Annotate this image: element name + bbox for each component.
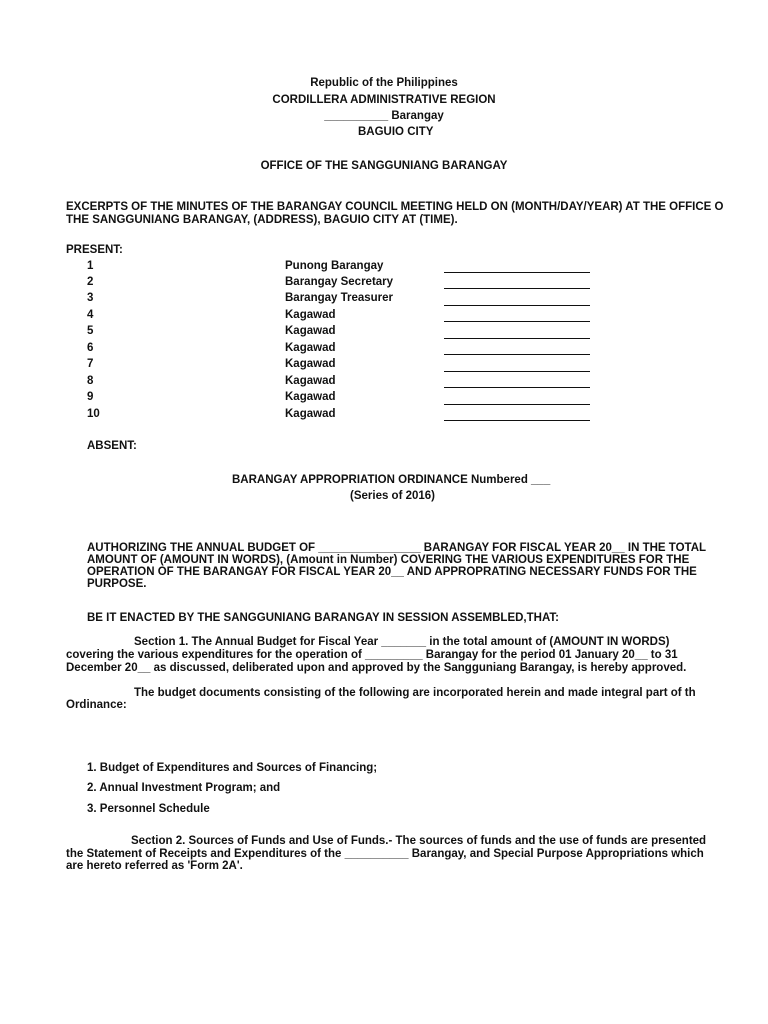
section2-line-1: Section 2. Sources of Funds and Use of Funds.- The sources of funds and the use of funds are presented (131, 835, 707, 847)
signature-line (444, 321, 590, 322)
signature-line (444, 305, 590, 306)
section1-line-2: covering the various expenditures for the operation of _________ Barangay for the period 01 January 20__ to 31 (66, 649, 678, 661)
budget-docs-line-2: Ordinance: (66, 699, 127, 711)
present-label: PRESENT: (66, 244, 123, 256)
section2-line-3: are hereto referred as 'Form 2A'. (66, 860, 243, 872)
list-item: 2. Annual Investment Program; and (87, 782, 281, 794)
attendee-number: 1 (87, 260, 94, 272)
office-heading: OFFICE OF THE SANGGUNIANG BARANGAY (260, 160, 508, 172)
city-heading: BAGUIO CITY (358, 126, 434, 138)
attendee-role: Punong Barangay (285, 260, 384, 272)
ordinance-title: BARANGAY APPROPRIATION ORDINANCE Numbered ___ (232, 474, 551, 486)
signature-line (444, 354, 590, 355)
signature-line (444, 371, 590, 372)
attendee-role: Kagawad (285, 391, 336, 403)
section1-line-3: December 20__ as discussed, deliberated upon and approved by the Sangguniang Barangay, is hereby approved. (66, 662, 687, 674)
attendee-role: Barangay Secretary (285, 276, 394, 288)
ordinance-series: (Series of 2016) (350, 490, 436, 502)
attendee-role: Kagawad (285, 325, 336, 337)
attendee-number: 2 (87, 276, 94, 288)
section1-line-1: Section 1. The Annual Budget for Fiscal Year _______ in the total amount of (AMOUNT IN WORDS) (134, 636, 670, 648)
authorizing-line-2: AMOUNT OF (AMOUNT IN WORDS), (Amount in Number) COVERING THE VARIOUS EXPENDITURES FOR THE (87, 554, 690, 566)
attendee-role: Kagawad (285, 375, 336, 387)
barangay-heading: __________ Barangay (324, 110, 444, 122)
authorizing-line-1: AUTHORIZING THE ANNUAL BUDGET OF ________________ BARANGAY FOR FISCAL YEAR 20__ IN THE TOTAL (87, 542, 707, 554)
attendee-number: 6 (87, 342, 94, 354)
attendee-role: Kagawad (285, 309, 336, 321)
attendee-number: 10 (87, 408, 100, 420)
attendee-number: 8 (87, 375, 94, 387)
signature-line (444, 288, 590, 289)
list-item: 1. Budget of Expenditures and Sources of Financing; (87, 762, 378, 774)
signature-line (444, 420, 590, 421)
republic-heading: Republic of the Philippines (310, 77, 458, 89)
attendee-number: 5 (87, 325, 94, 337)
section2-line-2: the Statement of Receipts and Expenditures of the __________ Barangay, and Special Purpose Appropriations which (66, 848, 704, 860)
attendee-number: 7 (87, 358, 94, 370)
region-heading: CORDILLERA ADMINISTRATIVE REGION (272, 94, 496, 106)
enacted-clause: BE IT ENACTED BY THE SANGGUNIANG BARANGAY IN SESSION ASSEMBLED,THAT: (87, 612, 559, 624)
attendee-role: Kagawad (285, 358, 336, 370)
signature-line (444, 387, 590, 388)
attendee-role: Kagawad (285, 408, 336, 420)
signature-line (444, 272, 590, 273)
attendee-role: Kagawad (285, 342, 336, 354)
authorizing-line-4: PURPOSE. (87, 578, 147, 590)
budget-docs-line-1: The budget documents consisting of the following are incorporated herein and made integral part of th (134, 687, 696, 699)
absent-label: ABSENT: (87, 440, 137, 452)
excerpt-line-1: EXCERPTS OF THE MINUTES OF THE BARANGAY COUNCIL MEETING HELD ON (MONTH/DAY/YEAR) AT THE OFFICE O (66, 201, 724, 213)
signature-line (444, 338, 590, 339)
attendee-number: 9 (87, 391, 94, 403)
excerpt-line-2: THE SANGGUNIANG BARANGAY, (ADDRESS), BAGUIO CITY AT (TIME). (66, 214, 458, 226)
attendee-number: 3 (87, 292, 94, 304)
list-item: 3. Personnel Schedule (87, 803, 210, 815)
signature-line (444, 404, 590, 405)
attendee-role: Barangay Treasurer (285, 292, 394, 304)
authorizing-line-3: OPERATION OF THE BARANGAY FOR FISCAL YEAR 20__ AND APPROPRATING NECESSARY FUNDS FOR THE (87, 566, 697, 578)
attendee-number: 4 (87, 309, 94, 321)
